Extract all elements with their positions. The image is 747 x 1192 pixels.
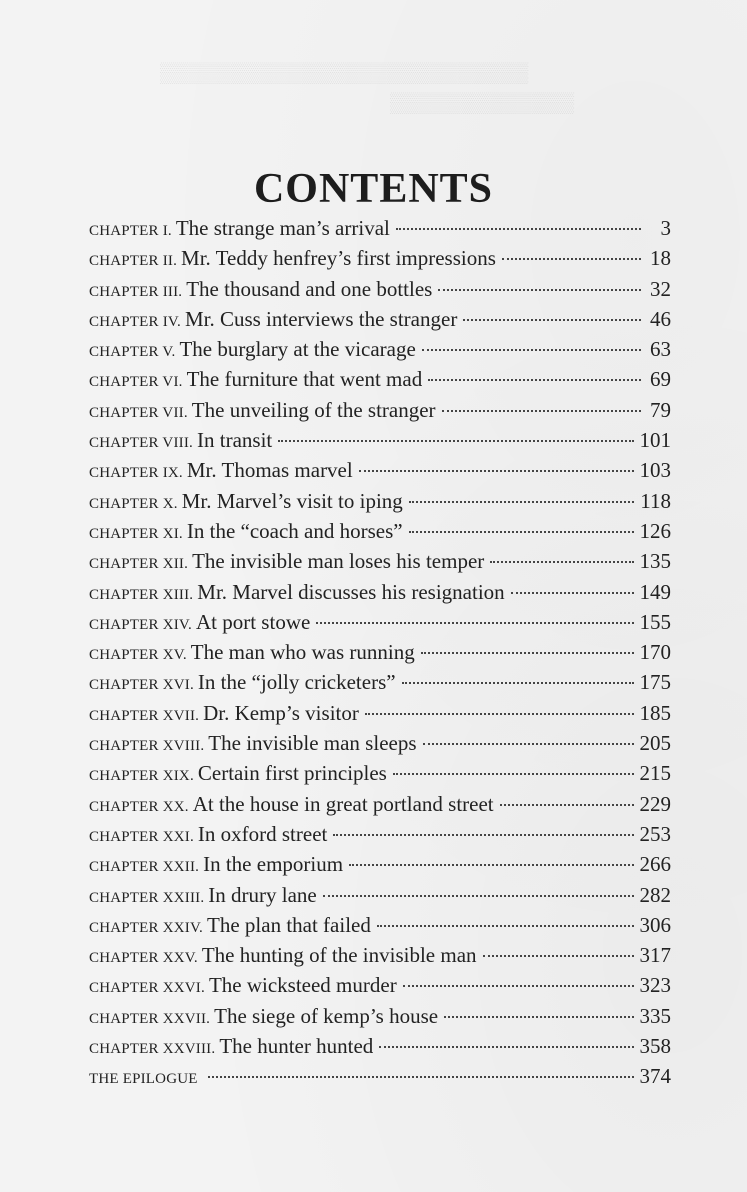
dot-leader xyxy=(422,349,641,351)
page-number: 79 xyxy=(650,397,671,422)
chapter-label: CHAPTER XXVIII. xyxy=(89,1041,216,1058)
toc-entry xyxy=(89,819,671,849)
chapter-label: CHAPTER XXV. xyxy=(89,950,198,967)
chapter-title: In the “jolly cricketers” xyxy=(197,670,396,695)
chapter-label: CHAPTER III. xyxy=(89,283,183,300)
toc-entry xyxy=(89,880,671,910)
chapter-label: CHAPTER XIV. xyxy=(89,616,192,633)
chapter-title: The thousand and one bottles xyxy=(186,276,433,301)
dot-leader xyxy=(359,470,634,472)
chapter-title: The strange man’s arrival xyxy=(175,216,390,240)
page-number: 118 xyxy=(640,488,671,513)
page-number: 358 xyxy=(639,1034,671,1059)
dot-leader xyxy=(379,1046,633,1048)
page-number: 103 xyxy=(639,458,671,483)
page-number: 215 xyxy=(639,761,671,786)
chapter-label: CHAPTER XXVII. xyxy=(89,1010,211,1027)
chapter-title: The burglary at the vicarage xyxy=(179,337,416,362)
page-number: 185 xyxy=(639,700,671,725)
toc-entry xyxy=(89,1061,671,1091)
chapter-label: CHAPTER VIII. xyxy=(89,435,193,452)
dot-leader xyxy=(421,652,634,654)
chapter-title: The man who was running xyxy=(190,640,415,665)
toc-entry xyxy=(89,546,671,576)
chapter-title: Dr. Kemp’s visitor xyxy=(203,700,359,725)
page-number: 3 xyxy=(660,216,671,240)
toc-entry xyxy=(89,698,671,728)
dot-leader xyxy=(502,258,641,260)
dot-leader xyxy=(428,379,641,381)
page-number: 149 xyxy=(639,579,671,604)
toc-entry xyxy=(89,637,671,667)
toc-entry xyxy=(89,940,671,970)
chapter-label: CHAPTER XXI. xyxy=(89,828,194,845)
chapter-label: CHAPTER XV. xyxy=(89,647,187,664)
page-number: 135 xyxy=(639,549,671,574)
chapter-label: CHAPTER XXII. xyxy=(89,859,200,876)
dot-leader xyxy=(323,895,634,897)
dot-leader xyxy=(444,1016,633,1018)
toc-entry xyxy=(89,789,671,819)
toc-entry xyxy=(89,364,671,394)
chapter-title: Certain first principles xyxy=(197,761,387,786)
toc-entry xyxy=(89,1031,671,1061)
table-of-contents xyxy=(89,213,671,1092)
chapter-label: THE EPILOGUE xyxy=(89,1071,198,1088)
chapter-title: The siege of kemp’s house xyxy=(214,1003,439,1028)
chapter-label: CHAPTER VI. xyxy=(89,374,183,391)
chapter-title: The furniture that went mad xyxy=(186,367,423,392)
dot-leader xyxy=(500,804,634,806)
dot-leader xyxy=(208,1076,634,1078)
toc-entry xyxy=(89,910,671,940)
dot-leader xyxy=(377,925,634,927)
page-number: 317 xyxy=(639,943,671,968)
show-through-text: ▒▒▒▒▒▒▒▒▒▒▒▒▒ xyxy=(390,92,575,114)
dot-leader xyxy=(423,743,634,745)
page-number: 101 xyxy=(639,428,671,453)
page-number: 63 xyxy=(650,337,671,362)
chapter-title: Mr. Cuss interviews the stranger xyxy=(184,306,458,331)
dot-leader xyxy=(333,834,633,836)
chapter-title: At port stowe xyxy=(195,609,311,634)
chapter-label: CHAPTER XVIII. xyxy=(89,738,205,755)
dot-leader xyxy=(483,955,634,957)
dot-leader xyxy=(442,410,641,412)
chapter-label: CHAPTER V. xyxy=(89,344,176,361)
chapter-title: Mr. Marvel’s visit to iping xyxy=(181,488,403,513)
dot-leader xyxy=(393,773,634,775)
dot-leader xyxy=(463,319,641,321)
dot-leader xyxy=(403,985,634,987)
page-number: 205 xyxy=(639,731,671,756)
chapter-label: CHAPTER XVII. xyxy=(89,707,200,724)
page-number: 175 xyxy=(639,670,671,695)
page-number: 32 xyxy=(650,276,671,301)
page-number: 335 xyxy=(639,1003,671,1028)
page-number: 306 xyxy=(639,912,671,937)
page-number: 126 xyxy=(639,518,671,543)
chapter-title: Mr. Teddy henfrey’s first impressions xyxy=(181,246,496,271)
chapter-label: CHAPTER XX. xyxy=(89,798,189,815)
chapter-label: CHAPTER IX. xyxy=(89,465,183,482)
toc-entry xyxy=(89,304,671,334)
page-number: 46 xyxy=(650,306,671,331)
chapter-title: The plan that failed xyxy=(207,912,371,937)
dot-leader xyxy=(349,864,633,866)
chapter-title: The invisible man loses his temper xyxy=(192,549,485,574)
page-number: 69 xyxy=(650,367,671,392)
page-number: 170 xyxy=(639,640,671,665)
toc-entry xyxy=(89,334,671,364)
page-number: 266 xyxy=(639,852,671,877)
chapter-title: The hunting of the invisible man xyxy=(201,943,477,968)
dot-leader xyxy=(409,531,634,533)
toc-entry xyxy=(89,577,671,607)
toc-entry xyxy=(89,425,671,455)
toc-entry xyxy=(89,395,671,425)
toc-entry xyxy=(89,274,671,304)
toc-entry xyxy=(89,607,671,637)
dot-leader xyxy=(396,228,641,230)
dot-leader xyxy=(316,622,633,624)
contents-heading: CONTENTS xyxy=(253,166,494,213)
chapter-label: CHAPTER XXIV. xyxy=(89,919,204,936)
dot-leader xyxy=(402,682,634,684)
show-through-text: ▒▒▒▒▒▒▒▒▒▒▒▒▒▒▒▒▒▒▒▒▒▒▒▒▒▒ xyxy=(160,62,529,84)
chapter-title: Mr. Thomas marvel xyxy=(186,458,353,483)
page-number: 253 xyxy=(639,821,671,846)
toc-entry xyxy=(89,849,671,879)
toc-entry xyxy=(89,455,671,485)
chapter-label: CHAPTER XXIII. xyxy=(89,889,205,906)
chapter-title: In drury lane xyxy=(208,882,317,907)
dot-leader xyxy=(438,289,641,291)
chapter-label: CHAPTER XII. xyxy=(89,556,189,573)
chapter-label: CHAPTER XI. xyxy=(89,525,183,542)
dot-leader xyxy=(409,501,634,503)
page-number: 282 xyxy=(639,882,671,907)
chapter-label: CHAPTER XIII. xyxy=(89,586,194,603)
chapter-title: In the emporium xyxy=(203,852,344,877)
chapter-label: CHAPTER I. xyxy=(89,223,172,239)
chapter-label: CHAPTER VII. xyxy=(89,404,188,421)
chapter-label: CHAPTER X. xyxy=(89,495,178,512)
dot-leader xyxy=(511,592,634,594)
toc-entry xyxy=(89,970,671,1000)
chapter-title: The wicksteed murder xyxy=(208,973,397,998)
chapter-title: In the “coach and horses” xyxy=(186,518,403,543)
chapter-title: In transit xyxy=(197,428,273,453)
page-number: 229 xyxy=(639,791,671,816)
page-number: 18 xyxy=(650,246,671,271)
toc-entry xyxy=(89,667,671,697)
chapter-title: At the house in great portland street xyxy=(192,791,494,816)
chapter-label: CHAPTER XXVI. xyxy=(89,980,205,997)
chapter-title: The hunter hunted xyxy=(219,1034,374,1059)
toc-entry xyxy=(89,243,671,273)
toc-entry xyxy=(89,516,671,546)
toc-entry xyxy=(89,486,671,516)
chapter-title: Mr. Marvel discusses his resignation xyxy=(197,579,505,604)
page-number: 323 xyxy=(639,973,671,998)
chapter-title: The invisible man sleeps xyxy=(208,731,417,756)
chapter-label: CHAPTER IV. xyxy=(89,313,181,330)
page-number: 155 xyxy=(639,609,671,634)
toc-entry xyxy=(89,758,671,788)
chapter-title: The unveiling of the stranger xyxy=(191,397,436,422)
toc-entry xyxy=(89,213,671,243)
dot-leader xyxy=(490,561,633,563)
dot-leader xyxy=(365,713,634,715)
chapter-title: In oxford street xyxy=(197,821,328,846)
chapter-label: CHAPTER XVI. xyxy=(89,677,194,694)
chapter-label: CHAPTER XIX. xyxy=(89,768,194,785)
chapter-label: CHAPTER II. xyxy=(89,253,178,270)
toc-entry xyxy=(89,728,671,758)
toc-entry xyxy=(89,1001,671,1031)
page-number: 374 xyxy=(639,1064,671,1089)
dot-leader xyxy=(278,440,633,442)
